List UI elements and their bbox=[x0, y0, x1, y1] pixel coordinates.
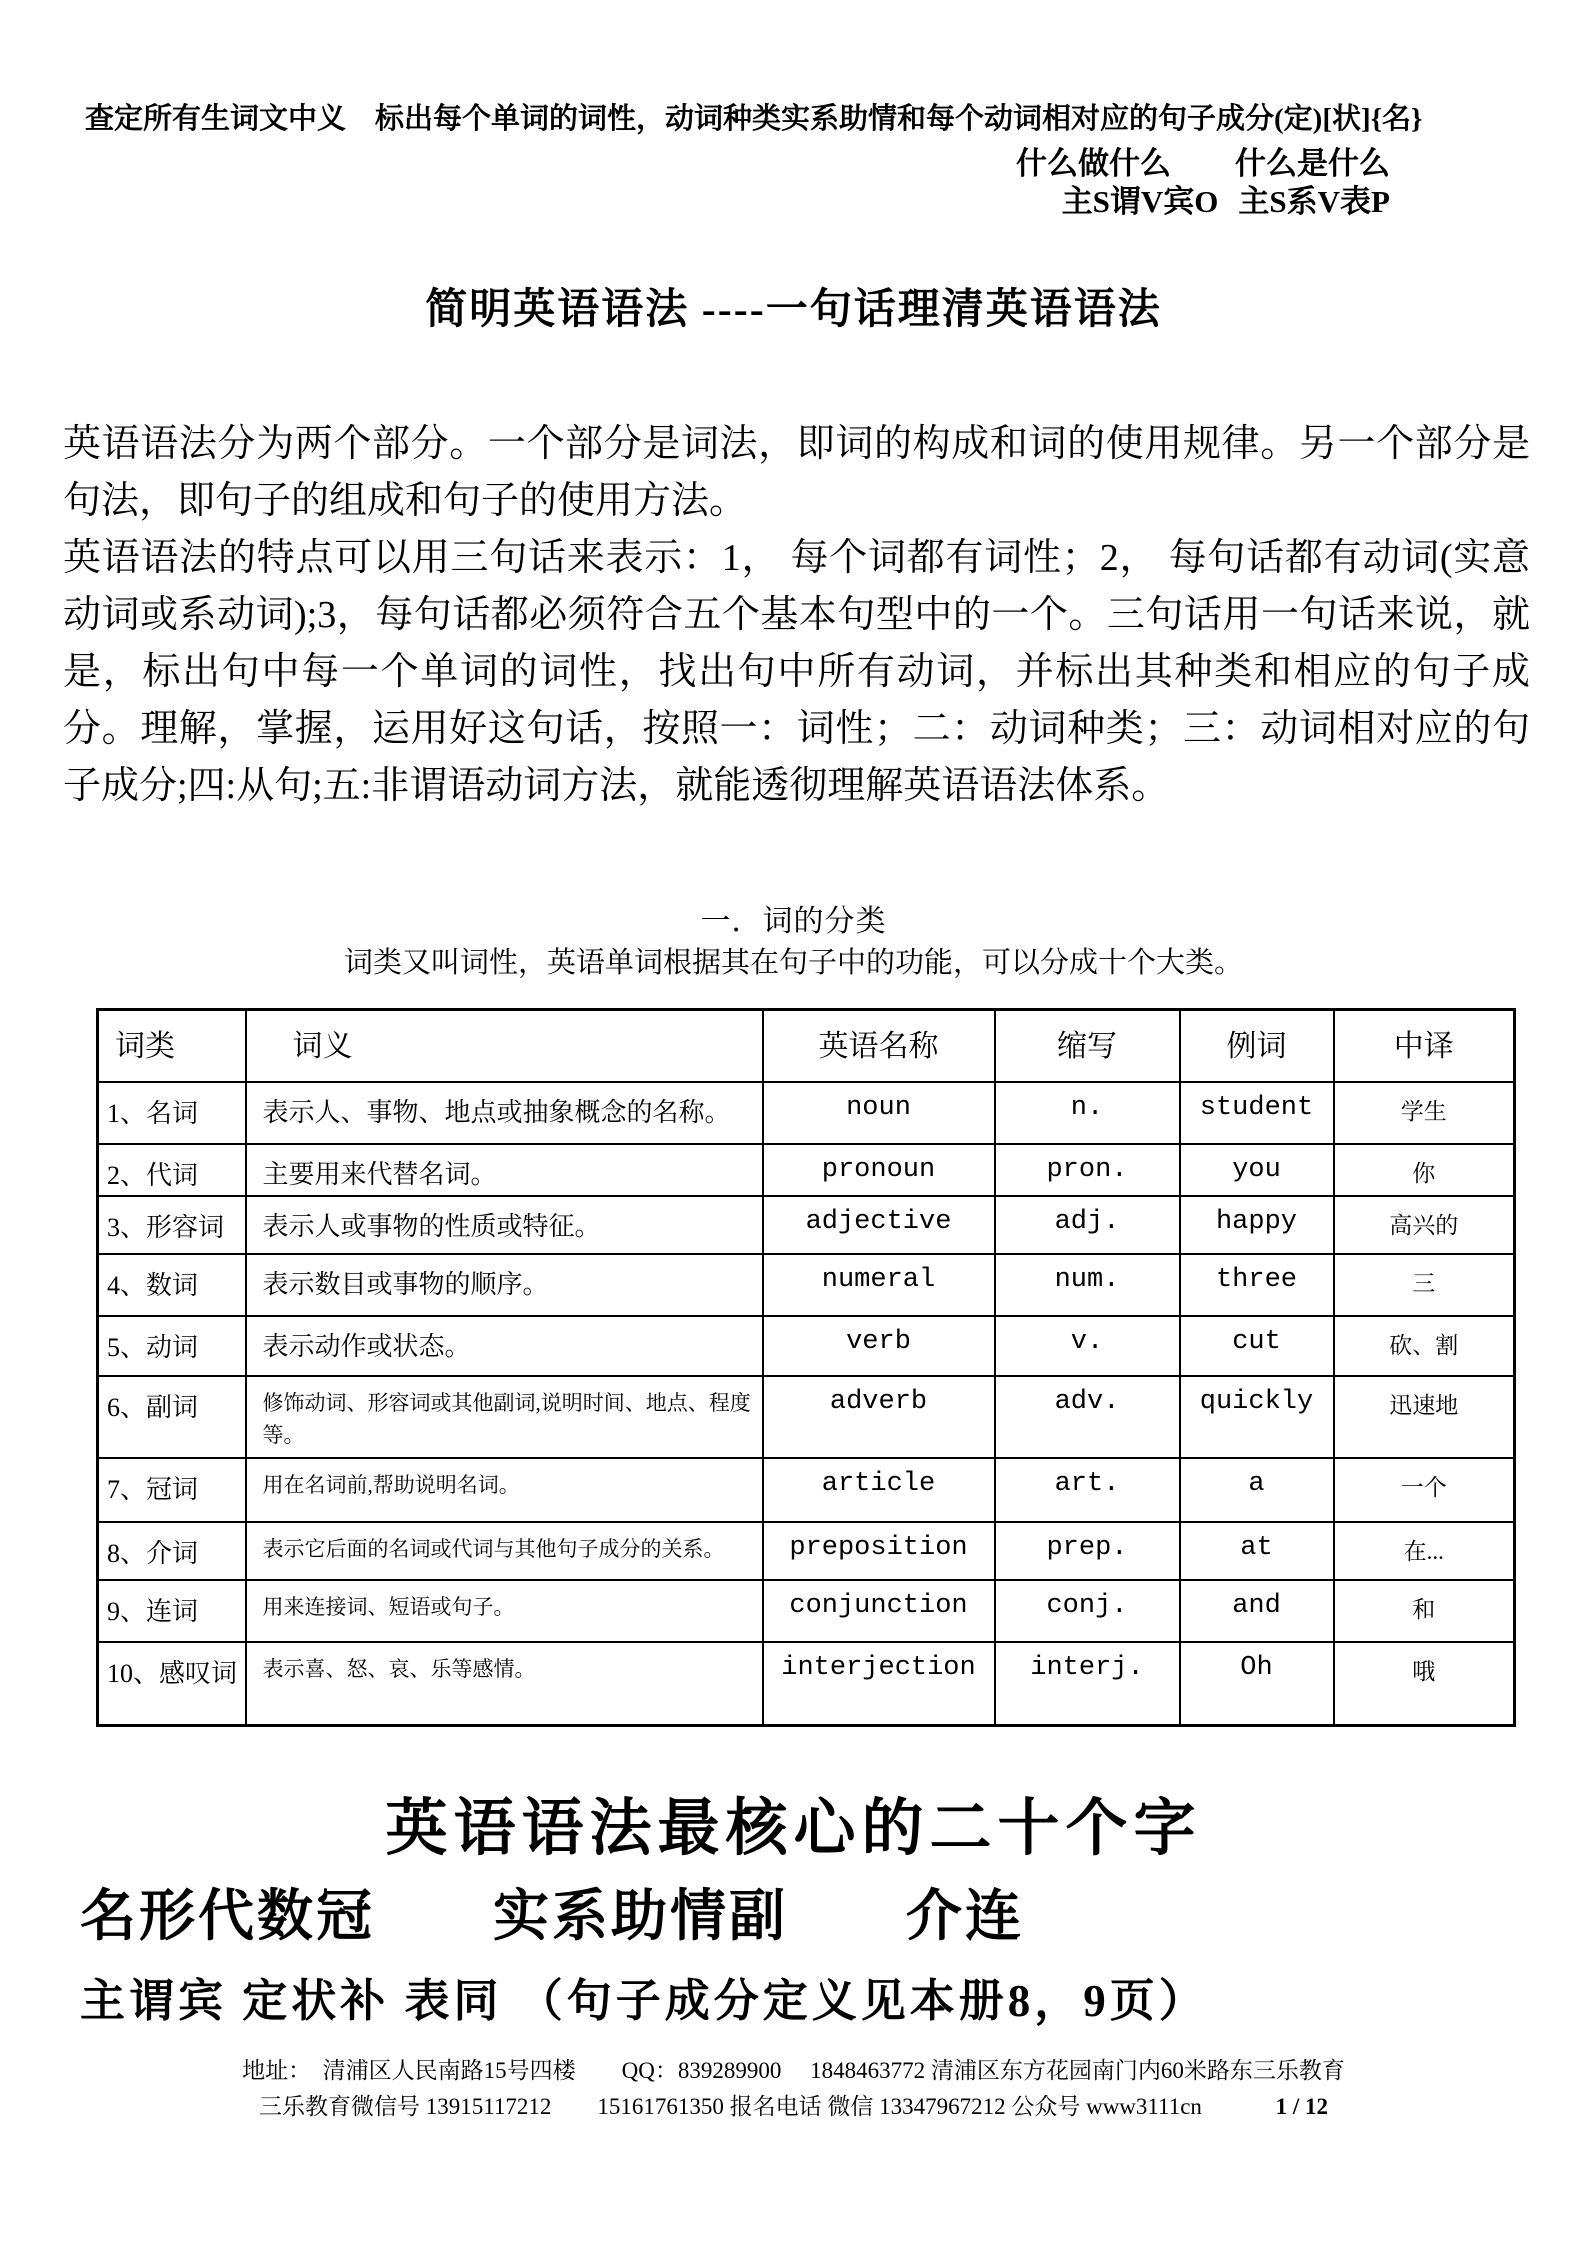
cell-translation: 在... bbox=[1334, 1522, 1515, 1580]
table-row-conjunction bbox=[98, 1580, 1515, 1642]
cell-word-class: 2、代词 bbox=[98, 1144, 246, 1196]
cell-english-name: article bbox=[763, 1458, 995, 1522]
cell-abbreviation: adv. bbox=[995, 1376, 1180, 1458]
cell-word-class: 7、冠词 bbox=[98, 1458, 246, 1522]
cell-english-name: pronoun bbox=[763, 1144, 995, 1196]
cell-english-name: noun bbox=[763, 1082, 995, 1144]
cell-english-name: numeral bbox=[763, 1254, 995, 1316]
cell-translation: 迅速地 bbox=[1334, 1376, 1515, 1458]
cell-example: student bbox=[1180, 1082, 1334, 1144]
table-row-adjective bbox=[98, 1196, 1515, 1254]
intro-paragraph-1: 英语语法分为两个部分。一个部分是词法，即词的构成和词的使用规律。另一个部分是句法，即句子的组成和句子的使用方法。 bbox=[63, 423, 1530, 522]
cell-meaning: 表示它后面的名词或代词与其他句子成分的关系。 bbox=[246, 1522, 763, 1580]
table-row-numeral bbox=[98, 1254, 1515, 1316]
table-row-adverb bbox=[98, 1376, 1515, 1458]
cell-example: a bbox=[1180, 1458, 1334, 1522]
cell-word-class: 5、动词 bbox=[98, 1316, 246, 1376]
table-row-pronoun bbox=[98, 1144, 1515, 1196]
cell-meaning: 表示动作或状态。 bbox=[246, 1316, 763, 1376]
col-header-meaning: 词义 bbox=[246, 1010, 763, 1082]
pattern-svp: 主S系V表P bbox=[1238, 184, 1390, 219]
cell-english-name: adverb bbox=[763, 1376, 995, 1458]
core-word-classes-line: 名形代数冠 实系助情副 介连 bbox=[80, 1886, 1024, 1948]
cell-translation: 学生 bbox=[1334, 1082, 1515, 1144]
col-header-word-class: 词类 bbox=[98, 1010, 246, 1082]
cell-example: and bbox=[1180, 1580, 1334, 1642]
cell-translation: 砍、割 bbox=[1334, 1316, 1515, 1376]
cell-abbreviation: pron. bbox=[995, 1144, 1180, 1196]
cell-example: quickly bbox=[1180, 1376, 1334, 1458]
cell-example: at bbox=[1180, 1522, 1334, 1580]
header-annotation-line3 bbox=[1062, 176, 1390, 221]
cell-translation: 一个 bbox=[1334, 1458, 1515, 1522]
cell-meaning: 表示喜、怒、哀、乐等感情。 bbox=[246, 1642, 763, 1726]
table-row-noun bbox=[98, 1082, 1515, 1144]
cell-abbreviation: v. bbox=[995, 1316, 1180, 1376]
cell-example: happy bbox=[1180, 1196, 1334, 1254]
table-header-row bbox=[98, 1010, 1515, 1082]
col-header-abbreviation: 缩写 bbox=[995, 1010, 1180, 1082]
cell-meaning: 表示数目或事物的顺序。 bbox=[246, 1254, 763, 1316]
cell-abbreviation: interj. bbox=[995, 1642, 1180, 1726]
pattern-svo: 主S谓V宾O bbox=[1061, 184, 1219, 219]
cell-translation: 和 bbox=[1334, 1580, 1515, 1642]
cell-meaning: 用在名词前,帮助说明名词。 bbox=[246, 1458, 763, 1522]
cell-meaning: 用来连接词、短语或句子。 bbox=[246, 1580, 763, 1642]
cell-translation: 三 bbox=[1334, 1254, 1515, 1316]
page-title: 简明英语语法 ----一句话理清英语语法 bbox=[425, 287, 1162, 333]
cell-word-class: 6、副词 bbox=[98, 1376, 246, 1458]
core-sentence-elements-line: 主谓宾 定状补 表同 （句子成分定义见本册8，9页） bbox=[80, 1976, 1208, 2026]
footer-contact-text: 三乐教育微信号 13915117212 15161761350 报名电话 微信 13347967212 公众号 www3111cn bbox=[258, 2094, 1202, 2119]
cell-meaning: 修饰动词、形容词或其他副词,说明时间、地点、程度等。 bbox=[246, 1376, 763, 1458]
cell-word-class: 4、数词 bbox=[98, 1254, 246, 1316]
cell-translation: 哦 bbox=[1334, 1642, 1515, 1726]
cell-word-class: 8、介词 bbox=[98, 1522, 246, 1580]
table-row-preposition bbox=[98, 1522, 1515, 1580]
cell-example: cut bbox=[1180, 1316, 1334, 1376]
footer-address-line: 地址： 清浦区人民南路15号四楼 QQ：839289900 1848463772 清浦区东方花园南门内60米路东三乐教育 bbox=[242, 2058, 1345, 2083]
core-twenty-words-heading: 英语语法最核心的二十个字 bbox=[385, 1795, 1202, 1863]
cell-abbreviation: adj. bbox=[995, 1196, 1180, 1254]
cell-translation: 高兴的 bbox=[1334, 1196, 1515, 1254]
cell-abbreviation: conj. bbox=[995, 1580, 1180, 1642]
cell-word-class: 1、名词 bbox=[98, 1082, 246, 1144]
cell-word-class: 9、连词 bbox=[98, 1580, 246, 1642]
cell-word-class: 3、形容词 bbox=[98, 1196, 246, 1254]
word-classes-table bbox=[96, 1008, 1516, 1727]
cell-word-class: 10、感叹词 bbox=[98, 1642, 246, 1726]
page-number: 1 / 12 bbox=[1275, 2094, 1329, 2119]
cell-abbreviation: prep. bbox=[995, 1522, 1180, 1580]
header-annotation-line1: 查定所有生词文中义 标出每个单词的词性，动词种类实系助情和每个动词相对应的句子成分(定)[状]{名} bbox=[85, 103, 1423, 135]
section-subheading: 词类又叫词性，英语单词根据其在句子中的功能，可以分成十个大类。 bbox=[343, 947, 1243, 979]
pattern-what-is-what: 什么是什么 bbox=[1235, 146, 1390, 181]
cell-english-name: adjective bbox=[763, 1196, 995, 1254]
cell-example: Oh bbox=[1180, 1642, 1334, 1726]
col-header-example: 例词 bbox=[1180, 1010, 1334, 1082]
intro-paragraphs bbox=[63, 416, 1530, 815]
table-row-interjection bbox=[98, 1642, 1515, 1726]
cell-meaning: 主要用来代替名词。 bbox=[246, 1144, 763, 1196]
section-heading: 一．词的分类 bbox=[700, 905, 887, 938]
intro-paragraph-2: 英语语法的特点可以用三句话来表示：1， 每个词都有词性；2， 每句话都有动词(实意动词或系动词);3，每句话都必须符合五个基本句型中的一个。三句话用一句话来说，就是，标出句中每一个单词的词性，找出句中所有动词，并标出其种类和相应的句子成分。理解，掌握，运用好这句话，按照一：词性；二：动词种类；三：动词相对应的句子成分;四:从句;五:非谓语动词方法，就能透彻理解英语语法体系。 bbox=[63, 537, 1530, 807]
cell-example: you bbox=[1180, 1144, 1334, 1196]
cell-english-name: conjunction bbox=[763, 1580, 995, 1642]
cell-example: three bbox=[1180, 1254, 1334, 1316]
cell-english-name: verb bbox=[763, 1316, 995, 1376]
cell-abbreviation: art. bbox=[995, 1458, 1180, 1522]
cell-meaning: 表示人或事物的性质或特征。 bbox=[246, 1196, 763, 1254]
table-row-verb bbox=[98, 1316, 1515, 1376]
cell-abbreviation: n. bbox=[995, 1082, 1180, 1144]
pattern-what-does-what: 什么做什么 bbox=[1016, 146, 1171, 181]
col-header-translation: 中译 bbox=[1334, 1010, 1515, 1082]
footer-contact-line bbox=[0, 2088, 1587, 2121]
cell-translation: 你 bbox=[1334, 1144, 1515, 1196]
cell-english-name: preposition bbox=[763, 1522, 995, 1580]
col-header-english-name: 英语名称 bbox=[763, 1010, 995, 1082]
cell-abbreviation: num. bbox=[995, 1254, 1180, 1316]
table-row-article bbox=[98, 1458, 1515, 1522]
cell-meaning: 表示人、事物、地点或抽象概念的名称。 bbox=[246, 1082, 763, 1144]
cell-english-name: interjection bbox=[763, 1642, 995, 1726]
